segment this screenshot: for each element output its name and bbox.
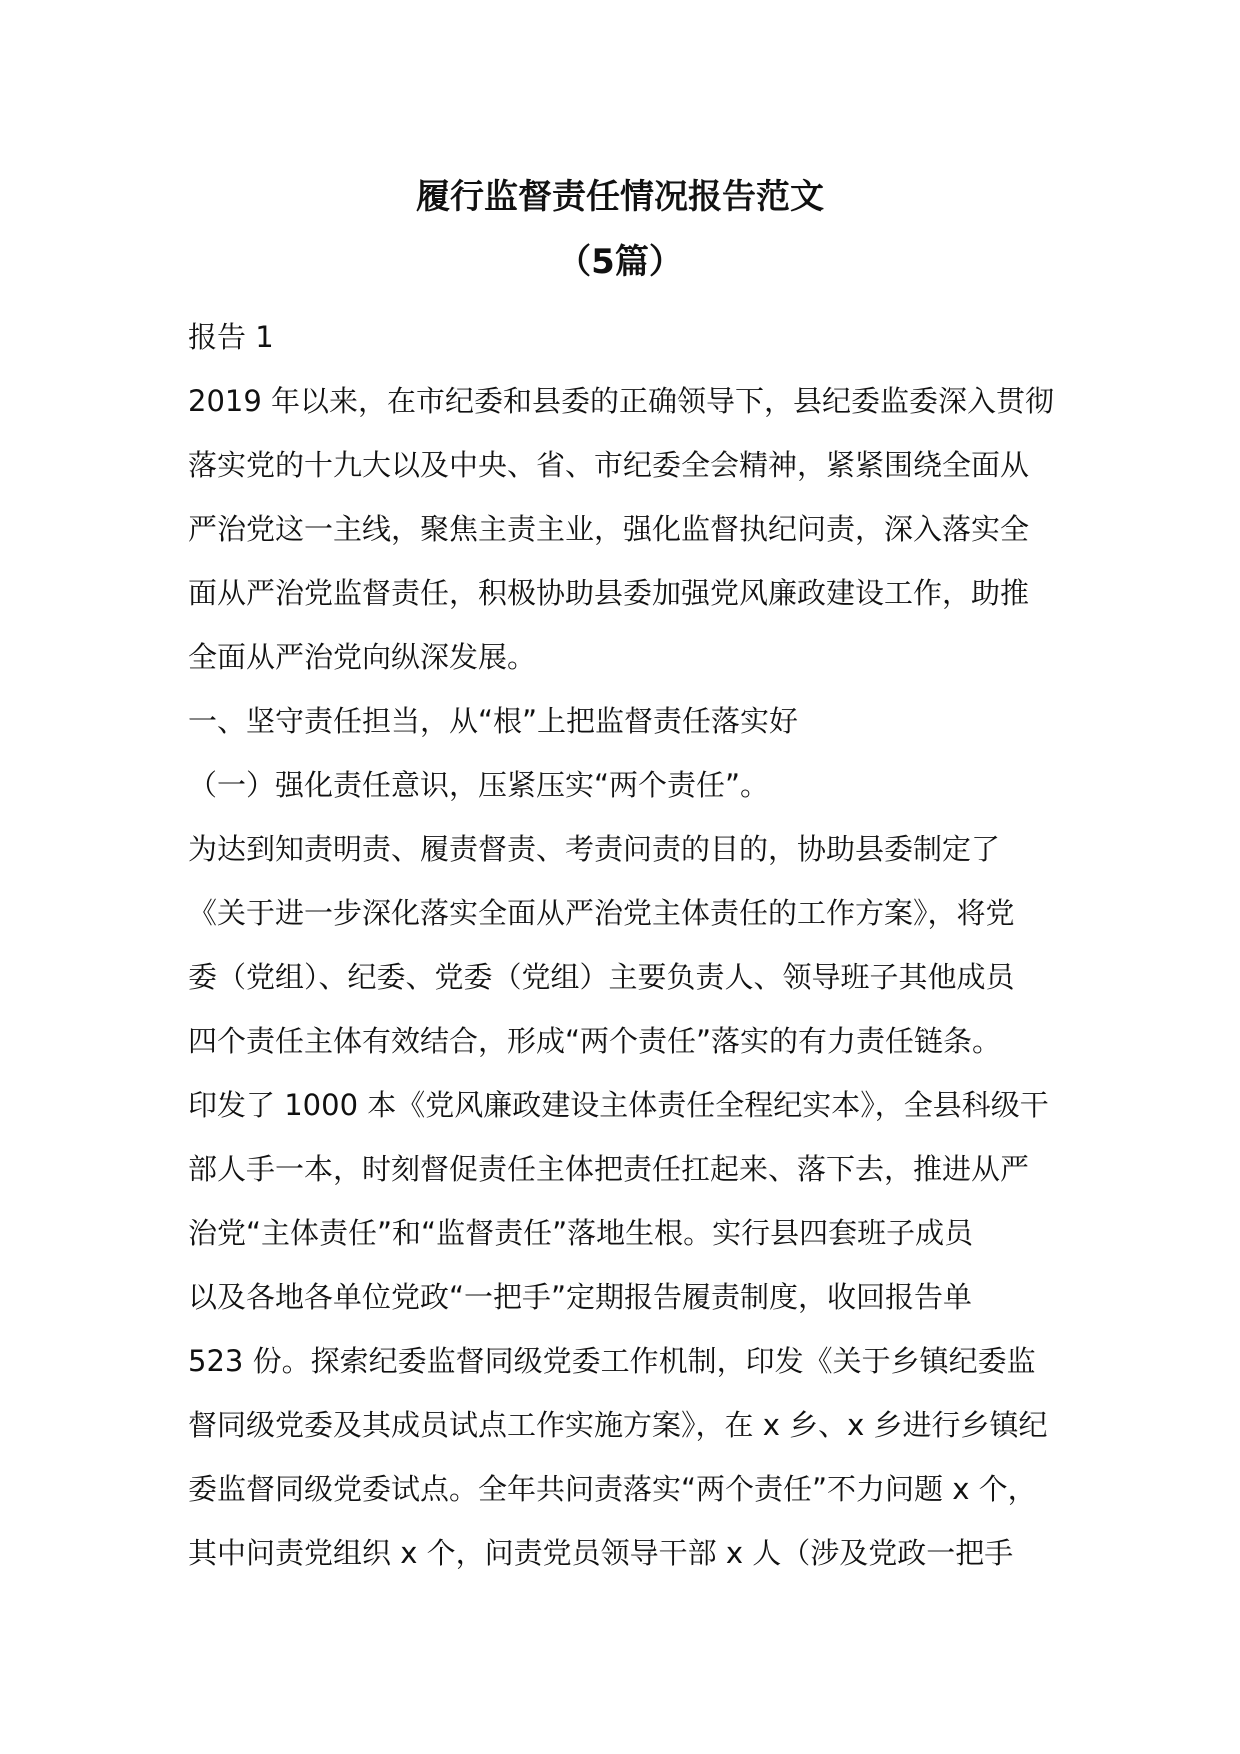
- body-text-line: 《关于进一步深化落实全面从严治党主体责任的工作方案》，将党: [188, 896, 1015, 930]
- body-text-line: 印发了 1000 本《党风廉政建设主体责任全程纪实本》，全县科级干: [188, 1088, 1049, 1122]
- body-text-line: （一）强化责任意识，压紧压实“两个责任”。: [188, 768, 770, 802]
- body-text-line: 全面从严治党向纵深发展。: [188, 640, 537, 674]
- body-text-line: 报告 1: [188, 320, 274, 354]
- body-text-line: 治党“主体责任”和“监督责任”落地生根。实行县四套班子成员: [188, 1216, 974, 1250]
- body-text-line: 委（党组）、纪委、党委（党组）主要负责人、领导班子其他成员: [188, 960, 1015, 994]
- body-text-line: 部人手一本，时刻督促责任主体把责任扛起来、落下去，推进从严: [188, 1152, 1030, 1186]
- body-text-line: 严治党这一主线，聚焦主责主业，强化监督执纪问责，深入落实全: [188, 512, 1030, 546]
- body-text-line: 督同级党委及其成员试点工作实施方案》，在 x 乡、x 乡进行乡镇纪: [188, 1408, 1048, 1442]
- body-text-line: 523 份。探索纪委监督同级党委工作机制，印发《关于乡镇纪委监: [188, 1344, 1036, 1378]
- document-title: 履行监督责任情况报告范文: [416, 177, 824, 217]
- body-text-line: 四个责任主体有效结合，形成“两个责任”落实的有力责任链条。: [188, 1024, 1002, 1058]
- body-text-line: 为达到知责明责、履责督责、考责问责的目的，协助县委制定了: [188, 832, 1001, 866]
- document-body: [188, 305, 1088, 1585]
- body-text-line: 面从严治党监督责任，积极协助县委加强党风廉政建设工作，助推: [188, 576, 1030, 610]
- body-text-line: 落实党的十九大以及中央、省、市纪委全会精神，紧紧围绕全面从: [188, 448, 1030, 482]
- document-subtitle: （5篇）: [557, 242, 683, 282]
- body-text-line: 一、坚守责任担当，从“根”上把监督责任落实好: [188, 704, 799, 738]
- body-text-line: 其中问责党组织 x 个，问责党员领导干部 x 人（涉及党政一把手: [188, 1536, 1014, 1570]
- body-text-line: 以及各地各单位党政“一把手”定期报告履责制度，收回报告单: [188, 1280, 973, 1314]
- body-text-line: 委监督同级党委试点。全年共问责落实“两个责任”不力问题 x 个，: [188, 1472, 1037, 1506]
- body-text-line: 2019 年以来，在市纪委和县委的正确领导下，县纪委监委深入贯彻: [188, 384, 1055, 418]
